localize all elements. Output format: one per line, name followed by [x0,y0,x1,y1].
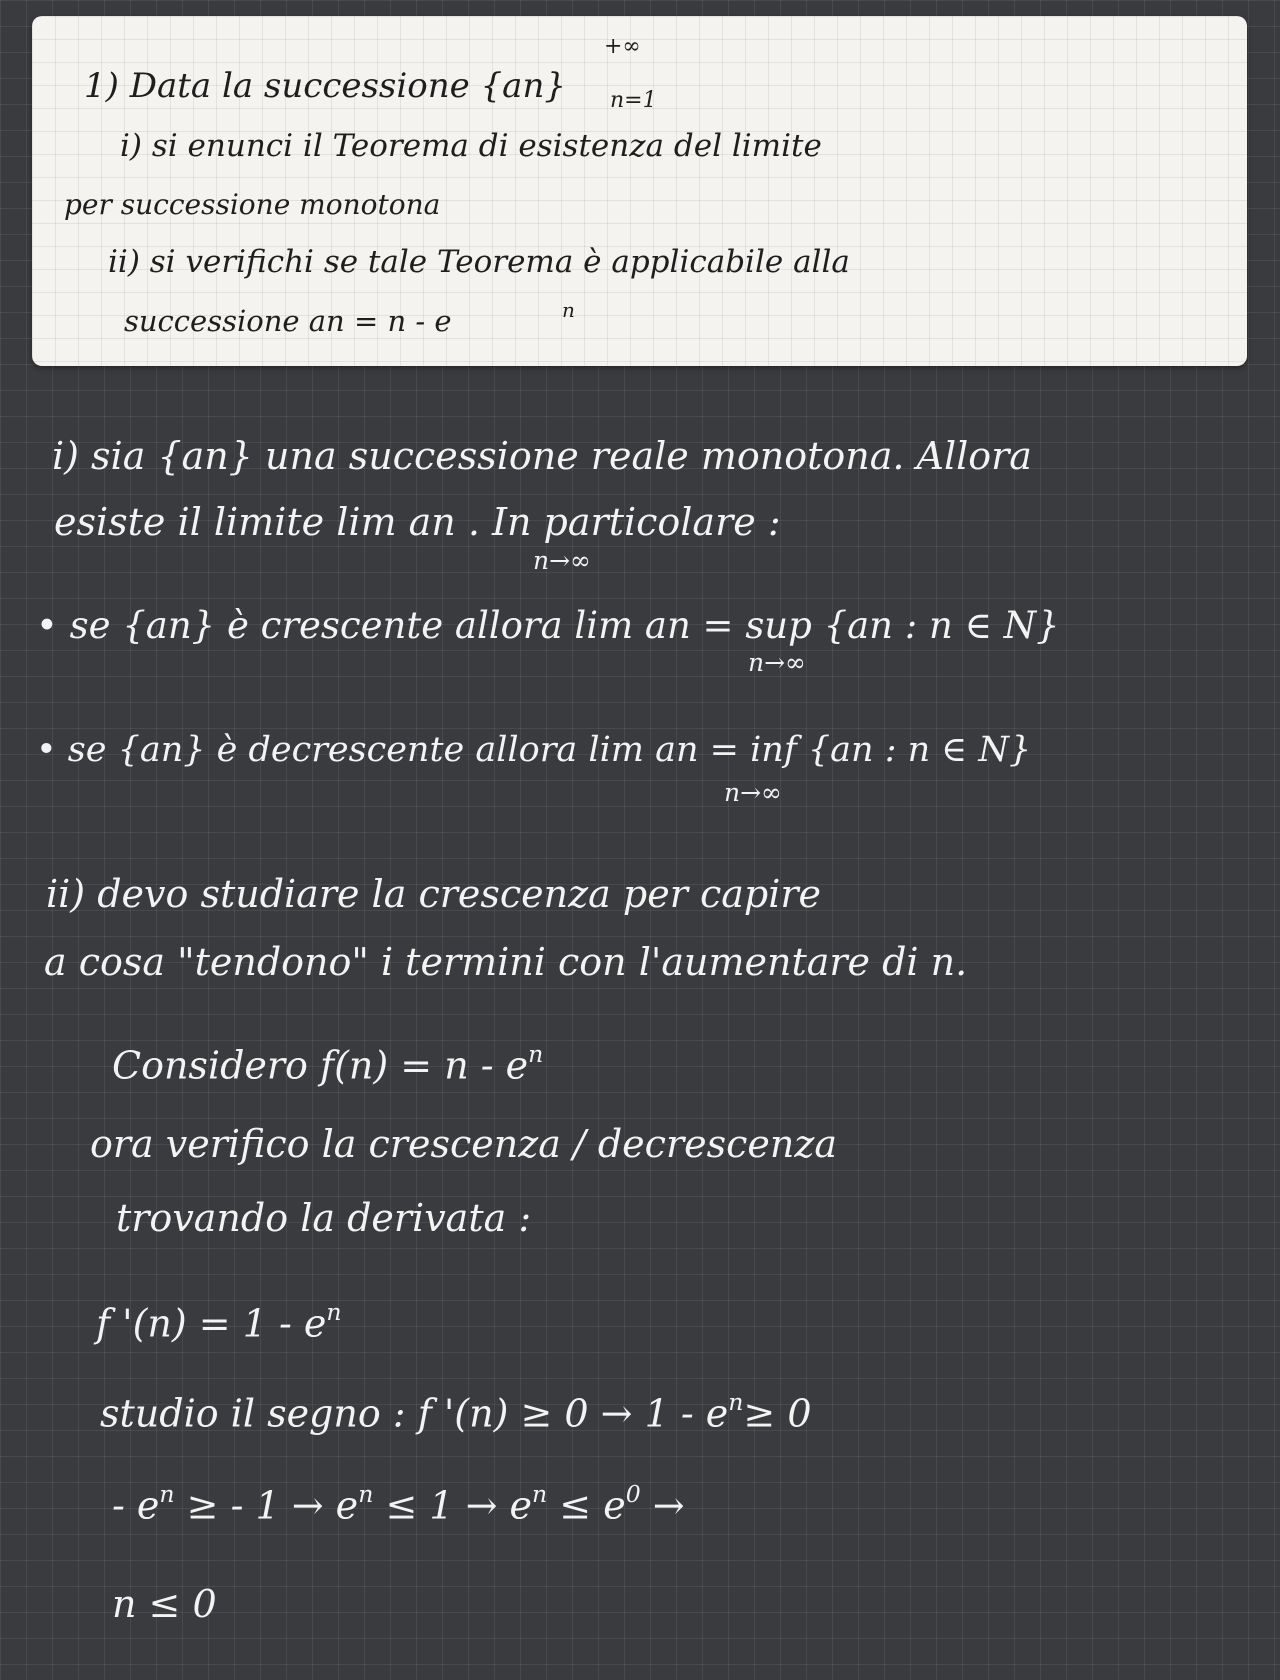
solution-line-7: Considero $f(n) = n - e^n$ [112,1040,544,1088]
solution-line-1: i) sia {an} una successione reale monotona. Allora [52,434,1032,478]
solution-line-4-limit: n→∞ [724,778,782,807]
solution-line-3: • se {an} è crescente allora lim an = sup {an : n ∈ N} [36,604,1060,647]
problem-sub-range: n=1 [610,88,657,113]
derivative-line: f '$(n) = 1 - e^n$ [96,1298,342,1346]
problem-sup-range: +∞ [604,34,641,59]
solution-line-2: esiste il limite lim an . In particolare : [54,500,781,544]
solution-line-3-limit: n→∞ [748,648,806,677]
problem-item-ii-cont: successione an = n - e [124,304,452,338]
solution-line-5: ii) devo studiare la crescenza per capire [46,872,822,916]
solution-line-8: ora verifico la crescenza / decrescenza [90,1122,838,1166]
result-line: n ≤ 0 [112,1582,217,1626]
solution-line-4: • se {an} è decrescente allora lim an = inf {an : n ∈ N} [36,730,1032,770]
problem-item-ii: ii) si verifichi se tale Teorema è applicabile alla [108,244,850,280]
sign-study-line: studio il segno : f '$(n) \ge 0 \to 1 - e^n\ge 0$ [100,1388,812,1436]
solution-line-6: a cosa "tendono" i termini con l'aumentare di n. [44,940,968,984]
solution-line-9: trovando la derivata : [116,1196,532,1240]
problem-title: 1) Data la successione {an} [84,66,566,106]
inequality-line: - $e^n$ ≥ - $1 \to e^n \le 1 \to e^n \le e^0$ → [112,1480,685,1528]
problem-card [32,16,1247,366]
problem-item-i: i) si enunci il Teorema di esistenza del limite [120,128,822,164]
problem-exponent: n [562,298,575,322]
problem-item-i-cont: per successione monotona [64,188,441,221]
solution-line-2-limit: n→∞ [533,546,591,575]
